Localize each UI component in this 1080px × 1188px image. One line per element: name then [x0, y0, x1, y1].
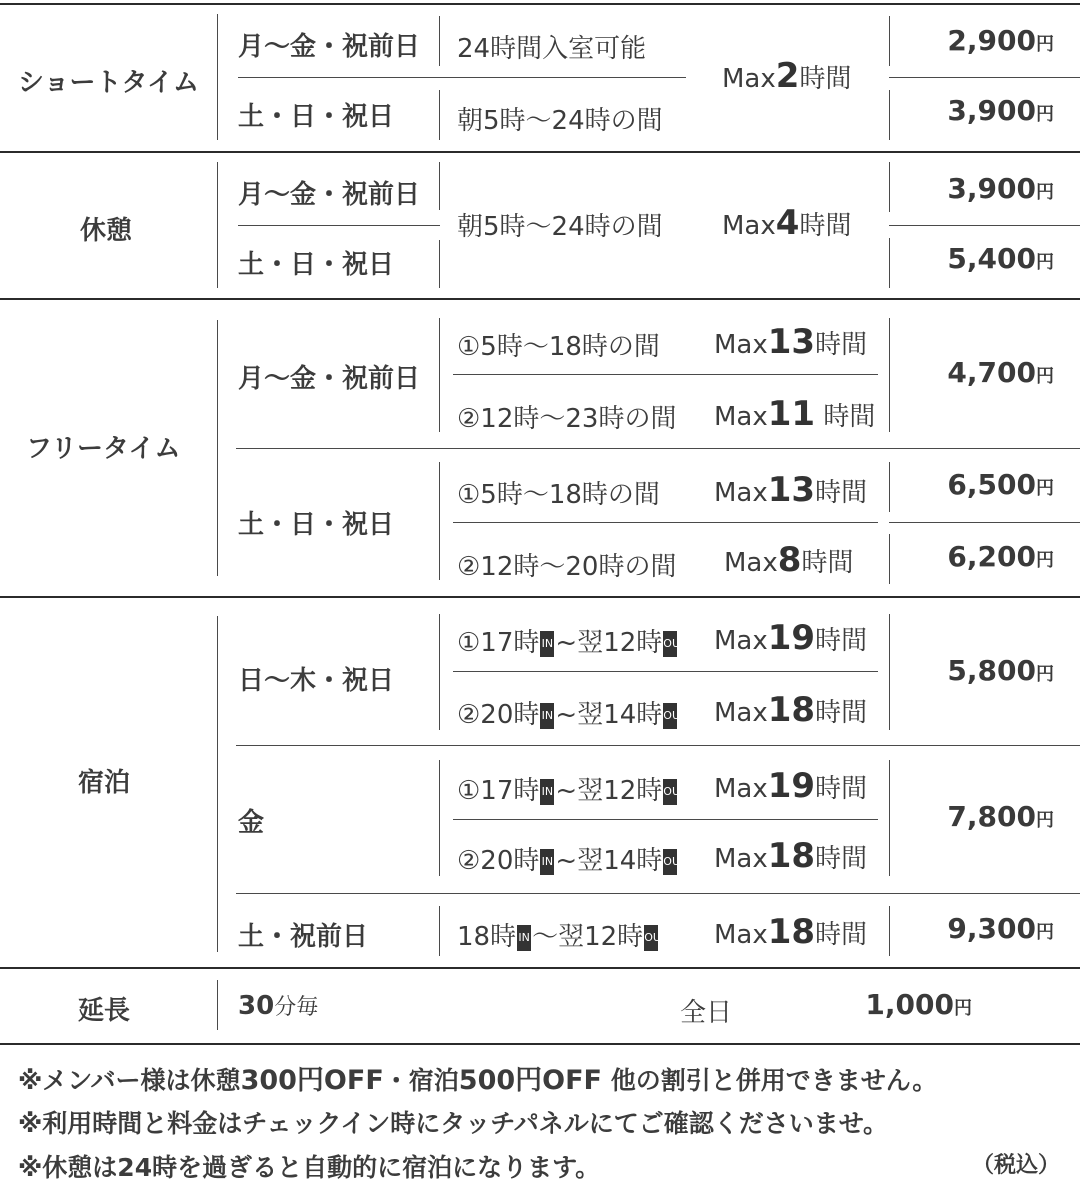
yen-unit: 円 [1036, 182, 1054, 203]
max-value: 18 [767, 912, 816, 952]
divider [439, 462, 440, 580]
in-icon: IN [517, 925, 531, 951]
max-suffix: 時間 [799, 211, 852, 241]
in-icon: IN [540, 779, 554, 805]
max-prefix: Max [714, 920, 768, 950]
in-icon: IN [540, 703, 554, 729]
divider [439, 614, 440, 730]
price-value: 6,200 [947, 540, 1036, 573]
hours-text: 朝5時〜24時の間 [457, 212, 663, 242]
price-holiday [947, 242, 1054, 275]
price-value: 3,900 [947, 94, 1036, 127]
max-prefix: Max [714, 774, 768, 804]
divider [238, 77, 686, 78]
yen-unit: 円 [1036, 252, 1054, 273]
sat-label: 土・祝前日 [238, 922, 369, 952]
max-duration [722, 203, 851, 243]
out-icon: OUT [663, 849, 677, 875]
max-prefix: Max [714, 478, 768, 508]
divider [439, 318, 440, 432]
divider [889, 162, 890, 212]
price-value: 2,900 [947, 24, 1036, 57]
max-prefix: Max [714, 844, 768, 874]
divider [217, 616, 218, 952]
divider [439, 760, 440, 876]
start-time: ②20時 [457, 846, 540, 876]
divider [439, 240, 440, 288]
divider [889, 225, 1080, 226]
divider [0, 151, 1080, 153]
divider [889, 77, 1080, 78]
divider [889, 760, 890, 876]
divider [889, 16, 890, 66]
divider [439, 162, 440, 210]
sun-thu-label: 日〜木・祝日 [238, 666, 395, 696]
price-sat [947, 912, 1054, 945]
price-weekday [947, 24, 1054, 57]
hours-text: 朝5時〜24時の間 [457, 106, 663, 136]
yen-unit: 円 [1036, 478, 1054, 499]
start-time: 18時 [457, 922, 517, 952]
out-icon: OUT [663, 779, 677, 805]
divider [889, 534, 890, 584]
yen-unit: 円 [1036, 366, 1054, 387]
max-value: 4 [775, 203, 800, 243]
divider [217, 162, 218, 288]
end-time: 〜翌12時 [532, 922, 644, 952]
max-suffix: 時間 [799, 64, 852, 94]
out-icon: OUT [644, 925, 658, 951]
max-suffix: 時間 [815, 698, 868, 728]
end-time: ~翌14時 [555, 700, 663, 730]
divider [217, 14, 218, 140]
extend-unit [238, 990, 318, 1021]
divider [217, 320, 218, 576]
divider [889, 462, 890, 512]
divider [439, 16, 440, 66]
plan-1 [457, 770, 687, 807]
max-suffix: 時間 [815, 774, 868, 804]
max-prefix: Max [714, 402, 768, 432]
section-title: 延長 [78, 996, 131, 1026]
divider [236, 893, 1080, 894]
yen-unit: 円 [1036, 550, 1054, 571]
price-value: 5,400 [947, 242, 1036, 275]
note-checkin: ※利用時間と料金はチェックイン時にタッチパネルにてご確認くださいませ。 [18, 1109, 889, 1138]
max-value: 8 [777, 540, 802, 580]
note-text: ・宿泊 [383, 1066, 459, 1095]
yen-unit: 円 [1036, 104, 1054, 125]
weekday-label: 月〜金・祝前日 [238, 364, 421, 394]
holiday-label: 土・日・祝日 [238, 102, 395, 132]
max-prefix: Max [722, 211, 776, 241]
max-duration [714, 690, 867, 730]
end-time: ~翌14時 [555, 846, 663, 876]
price-sun-thu [947, 654, 1054, 687]
start-time: ①17時 [457, 628, 540, 658]
divider [453, 374, 878, 375]
unit-text: 分毎 [274, 995, 319, 1020]
note-text: 他の割引と併用できません。 [601, 1066, 938, 1095]
max-duration [714, 618, 867, 658]
extend-price [865, 988, 972, 1021]
max-prefix: Max [722, 64, 776, 94]
plan-2 [457, 840, 687, 877]
discount-rest: 300円OFF [240, 1065, 384, 1096]
divider [238, 225, 440, 226]
divider [236, 448, 1080, 449]
price-value: 7,800 [947, 800, 1036, 833]
divider [0, 1043, 1080, 1045]
price-weekday [947, 356, 1054, 389]
end-time: ~翌12時 [555, 776, 663, 806]
divider [439, 906, 440, 956]
yen-unit: 円 [1036, 922, 1054, 943]
price-holiday-2 [947, 540, 1054, 573]
max-suffix: 時間 [815, 478, 868, 508]
price-holiday [947, 94, 1054, 127]
max-duration [714, 322, 867, 362]
max-duration [724, 540, 853, 580]
max-value: 13 [767, 470, 816, 510]
sat-plan [457, 916, 668, 953]
unit-value: 30 [238, 991, 275, 1021]
note-text: ※メンバー様は休憩 [18, 1066, 241, 1095]
divider [0, 596, 1080, 598]
yen-unit: 円 [1036, 810, 1054, 831]
plan-2: ②12時〜23時の間 [457, 404, 677, 434]
max-value: 18 [767, 690, 816, 730]
note-auto-stay: ※休憩は24時を過ぎると自動的に宿泊になります。 [18, 1153, 601, 1182]
fri-label: 金 [238, 808, 265, 838]
price-holiday-1 [947, 468, 1054, 501]
entry-text: 24時間入室可能 [457, 34, 647, 64]
discount-stay: 500円OFF [458, 1065, 602, 1096]
max-value: 18 [767, 836, 816, 876]
start-time: ②20時 [457, 700, 540, 730]
all-day-label: 全日 [680, 998, 733, 1028]
divider [889, 614, 890, 730]
plan-2: ②12時〜20時の間 [457, 552, 677, 582]
divider [889, 90, 890, 140]
divider [889, 906, 890, 956]
price-weekday [947, 172, 1054, 205]
price-value: 5,800 [947, 654, 1036, 687]
plan-1: ①5時〜18時の間 [457, 332, 660, 362]
max-prefix: Max [714, 330, 768, 360]
divider [453, 671, 878, 672]
divider [889, 318, 890, 432]
price-value: 3,900 [947, 172, 1036, 205]
divider [0, 298, 1080, 300]
in-icon: IN [540, 849, 554, 875]
section-title: ショートタイム [18, 68, 199, 98]
max-suffix: 時間 [823, 402, 876, 432]
holiday-label: 土・日・祝日 [238, 250, 395, 280]
divider [217, 980, 218, 1030]
price-value: 6,500 [947, 468, 1036, 501]
max-duration [714, 766, 867, 806]
price-value: 4,700 [947, 356, 1036, 389]
section-title: フリータイム [26, 434, 181, 464]
weekday-label: 月〜金・祝前日 [238, 180, 421, 210]
out-icon: OUT [663, 703, 677, 729]
max-value: 2 [775, 56, 800, 96]
max-duration [714, 912, 867, 952]
max-duration [714, 470, 867, 510]
divider [236, 745, 1080, 746]
divider [889, 522, 1080, 523]
price-value: 9,300 [947, 912, 1036, 945]
yen-unit: 円 [1036, 664, 1054, 685]
section-title: 休憩 [80, 216, 133, 246]
price-value: 1,000 [865, 988, 954, 1021]
max-suffix: 時間 [815, 844, 868, 874]
divider [453, 522, 878, 523]
max-suffix: 時間 [815, 626, 868, 656]
holiday-label: 土・日・祝日 [238, 510, 395, 540]
max-prefix: Max [714, 626, 768, 656]
plan-1 [457, 622, 687, 659]
price-fri [947, 800, 1054, 833]
out-icon: OUT [663, 631, 677, 657]
max-value: 19 [767, 618, 816, 658]
in-icon: IN [540, 631, 554, 657]
plan-2 [457, 694, 687, 731]
divider [453, 819, 878, 820]
max-value: 11 [767, 394, 816, 434]
max-duration [714, 836, 867, 876]
weekday-label: 月〜金・祝前日 [238, 32, 421, 62]
max-value: 13 [767, 322, 816, 362]
max-suffix: 時間 [801, 548, 854, 578]
end-time: ~翌12時 [555, 628, 663, 658]
yen-unit: 円 [1036, 34, 1054, 55]
max-suffix: 時間 [815, 330, 868, 360]
divider [0, 967, 1080, 969]
divider [889, 238, 890, 288]
note-member-discount [18, 1058, 937, 1097]
divider [439, 90, 440, 140]
section-title: 宿泊 [78, 768, 131, 798]
plan-1: ①5時〜18時の間 [457, 480, 660, 510]
tax-label: （税込） [971, 1153, 1060, 1178]
max-prefix: Max [714, 698, 768, 728]
start-time: ①17時 [457, 776, 540, 806]
max-duration [714, 394, 875, 434]
max-prefix: Max [724, 548, 778, 578]
max-value: 19 [767, 766, 816, 806]
divider [0, 3, 1080, 5]
max-duration [722, 56, 851, 96]
yen-unit: 円 [954, 998, 972, 1019]
max-suffix: 時間 [815, 920, 868, 950]
